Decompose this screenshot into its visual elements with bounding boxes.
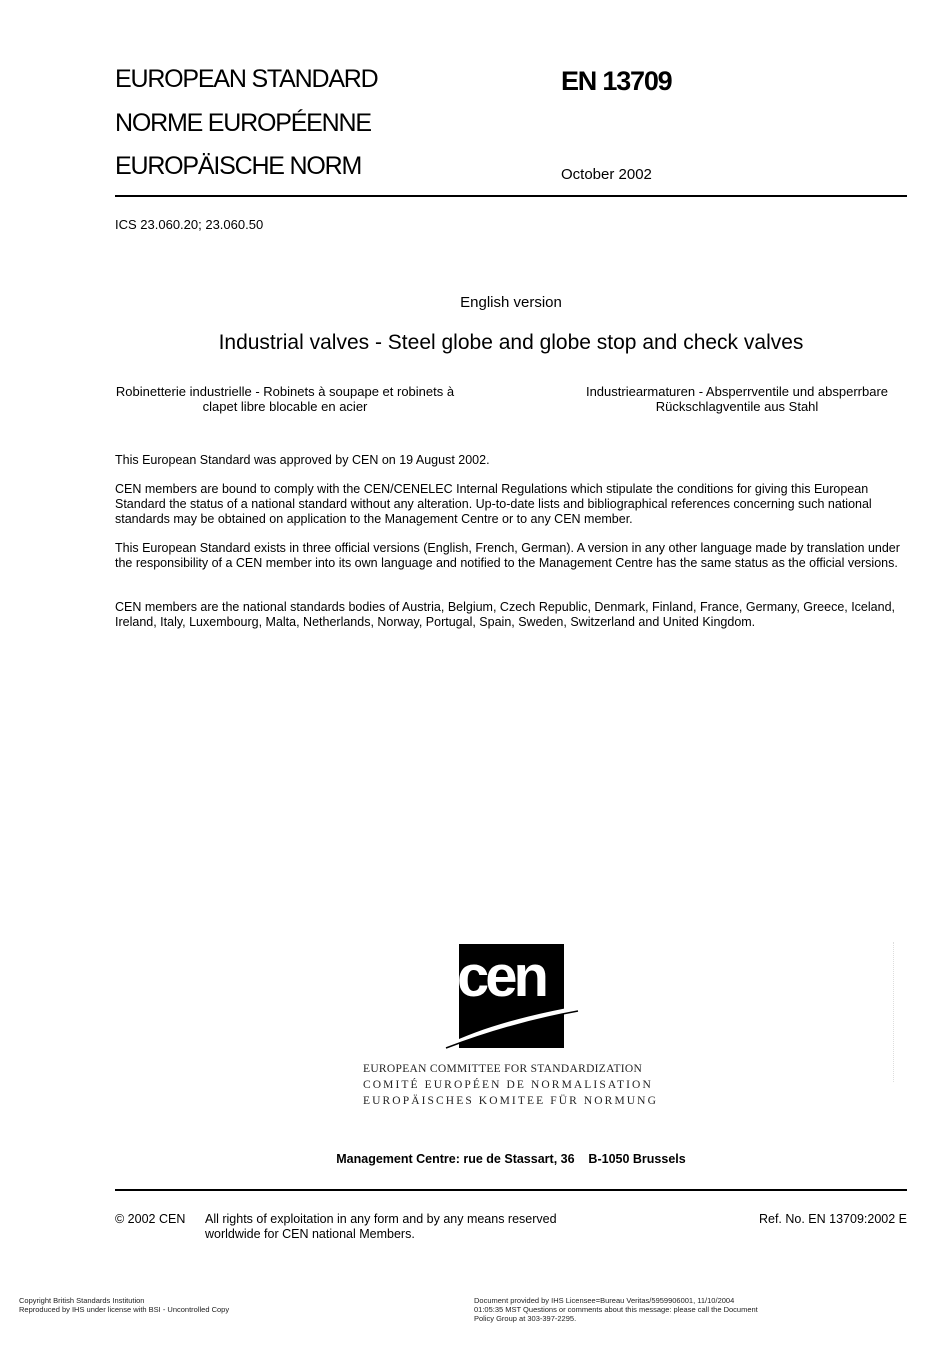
copyright-notice: © 2002 CEN — [115, 1212, 186, 1226]
footer-rule — [115, 1189, 907, 1191]
title-german: EUROPÄISCHE NORM — [115, 152, 362, 180]
cen-name-english: EUROPEAN COMMITTEE FOR STANDARDIZATION — [363, 1063, 643, 1075]
document-title: Industrial valves - Steel globe and globe stop and check valves — [218, 331, 804, 354]
publication-date: October 2002 — [561, 166, 652, 183]
margin-watermark — [893, 942, 895, 1082]
rights-statement: All rights of exploitation in any form and by any means reserved worldwide for CEN national Members. — [205, 1212, 557, 1241]
title-english: EUROPEAN STANDARD — [115, 65, 378, 93]
cen-logo — [444, 942, 580, 1050]
cen-name-french: COMITÉ EUROPÉEN DE NORMALISATION — [363, 1079, 653, 1091]
svg-text:cen: cen — [457, 944, 545, 1009]
cen-name-german: EUROPÄISCHES KOMITEE FÜR NORMUNG — [363, 1095, 658, 1107]
ics-codes: ICS 23.060.20; 23.060.50 — [115, 217, 264, 232]
approval-paragraph: This European Standard was approved by CEN on 19 August 2002. — [115, 453, 490, 467]
title-french: NORME EUROPÉENNE — [115, 109, 371, 137]
compliance-paragraph: CEN members are bound to comply with the CEN/CENELEC Internal Regulations which stipulate the conditions for giving this European Standard the status of a national standard without any alteration. Up-to-date lists and bibliographical references concerning such national standards may be obtained on application to the Management Centre or to any CEN member. — [115, 482, 872, 526]
management-centre-address: Management Centre: rue de Stassart, 36 B-1050 Brussels — [336, 1152, 686, 1166]
members-paragraph: CEN members are the national standards bodies of Austria, Belgium, Czech Republic, Denmark, Finland, France, Germany, Greece, Iceland, Ireland, Italy, Luxembourg, Malta, Netherlands, Norway, Portugal, Spain, Sweden, Switzerland and United Kingdom. — [115, 600, 895, 629]
standard-number: EN 13709 — [561, 66, 672, 96]
header-rule — [115, 195, 907, 197]
license-note-left: Copyright British Standards Institution Reproduced by IHS under license with BSI - Uncontrolled Copy — [19, 1296, 230, 1314]
license-note-right: Document provided by IHS Licensee=Bureau Veritas/5959906001, 11/10/2004 01:05:35 MST Questions or comments about this message: please call the Document Policy Group at 303-397-2295. — [474, 1296, 758, 1323]
reference-number: Ref. No. EN 13709:2002 E — [758, 1212, 907, 1226]
title-german-translation: Industriearmaturen - Absperrventile und absperrbare Rückschlagventile aus Stahl — [585, 384, 889, 414]
versions-paragraph: This European Standard exists in three official versions (English, French, German). A version in any other language made by translation under the responsibility of a CEN member into its own language and notified to the Management Centre has the same status as the official versions. — [115, 541, 900, 570]
title-french-translation: Robinetterie industrielle - Robinets à soupape et robinets à clapet libre blocable en acier — [115, 384, 455, 414]
language-version: English version — [460, 294, 562, 311]
